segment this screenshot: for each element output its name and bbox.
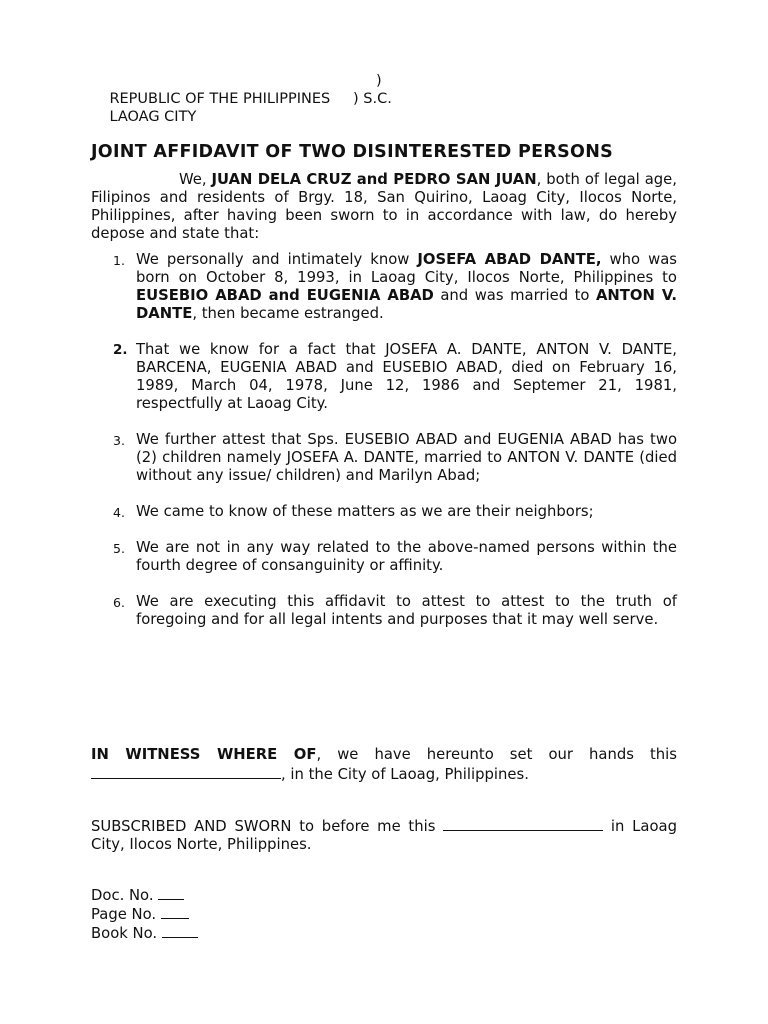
caption-republic: REPUBLIC OF THE PHILIPPINES <box>109 91 331 107</box>
intro-rest: , both of legal age, Filipinos and residents of Brgy. 18, San Quirino, Laoag City, Ilocos Norte, Philippines, after having been sworn to in accordance with law, do hereby depose and state that: <box>91 171 677 242</box>
item-number: 2. <box>113 342 128 358</box>
item-number: 5. <box>113 541 125 556</box>
caption-sc: ) S.C. <box>353 91 392 107</box>
book-no-label: Book No. <box>91 925 162 942</box>
page-no-label: Page No. <box>91 906 161 923</box>
item-number: 6. <box>113 595 125 610</box>
item-text: who was born on October 8, 1993, in Laoag City, Ilocos Norte, Philippines to <box>136 251 678 286</box>
statement-item-3 <box>91 431 677 485</box>
statement-item-2 <box>91 341 677 413</box>
caption-bracket-1: ) <box>376 73 382 89</box>
item-text: We personally and intimately know <box>136 251 418 268</box>
doc-no-line <box>91 885 198 904</box>
statement-item-4 <box>91 503 677 521</box>
document-title: JOINT AFFIDAVIT OF TWO DISINTERESTED PERSONS <box>91 142 614 162</box>
statement-item-1 <box>91 251 677 323</box>
item-bold-name: JOSEFA ABAD DANTE, <box>417 251 602 268</box>
jurat-text-2: in Laoag City, Ilocos Norte, Philippines. <box>91 818 677 853</box>
item-text: We came to know of these matters as we are their neighbors; <box>136 503 594 520</box>
intro-affiant-names: JUAN DELA CRUZ and PEDRO SAN JUAN <box>211 171 537 188</box>
page-no-line <box>91 904 198 923</box>
doc-no-label: Doc. No. <box>91 887 159 904</box>
statement-item-5 <box>91 539 677 575</box>
item-text: , then became estranged. <box>192 305 384 322</box>
jurat-clause <box>91 816 677 854</box>
intro-we: We, <box>179 171 212 188</box>
witness-heading: IN WITNESS WHERE OF <box>91 746 317 763</box>
book-no-blank[interactable] <box>162 923 198 938</box>
item-text: We are executing this affidavit to attest to attest to the truth of foregoing and for all legal intents and purposes that it may well serve. <box>136 593 677 628</box>
witness-clause <box>91 746 677 784</box>
item-text: We are not in any way related to the above-named persons within the fourth degree of consanguinity or affinity. <box>136 539 677 574</box>
item-number: 3. <box>113 433 125 448</box>
caption-city: LAOAG CITY <box>109 109 197 125</box>
item-text: That we know for a fact that JOSEFA A. DANTE, ANTON V. DANTE, BARCENA, EUGENIA ABAD and EUSEBIO ABAD, died on February 16, 1989, March 04, 1978, June 12, 1986 and Septemer 21, 1981, respectfully at Laoag City. <box>136 341 677 412</box>
notarial-register <box>91 885 198 942</box>
statement-item-6 <box>91 593 677 629</box>
jurat-date-blank-line[interactable] <box>443 816 603 831</box>
doc-no-blank[interactable] <box>158 885 184 900</box>
jurat-text-1: SUBSCRIBED AND SWORN to before me this <box>91 818 444 835</box>
book-no-line <box>91 923 198 942</box>
statement-list <box>91 251 677 647</box>
item-number: 4. <box>113 505 125 520</box>
intro-paragraph <box>91 171 677 243</box>
witness-text-2: , in the City of Laoag, Philippines. <box>281 766 529 783</box>
item-bold-name: EUSEBIO ABAD and EUGENIA ABAD <box>136 287 434 304</box>
date-blank-line[interactable] <box>91 764 281 779</box>
item-text: We further attest that Sps. EUSEBIO ABAD and EUGENIA ABAD has two (2) children namely JOSEFA A. DANTE, married to ANTON V. DANTE (died without any issue/ children) and Marilyn Abad; <box>136 431 677 484</box>
item-bold-name: ANTON V. DANTE <box>136 287 677 322</box>
item-number: 1. <box>113 253 125 268</box>
page-no-blank[interactable] <box>161 904 189 919</box>
item-text: and was married to <box>433 287 596 304</box>
witness-text-1: , we have hereunto set our hands this <box>316 746 677 763</box>
